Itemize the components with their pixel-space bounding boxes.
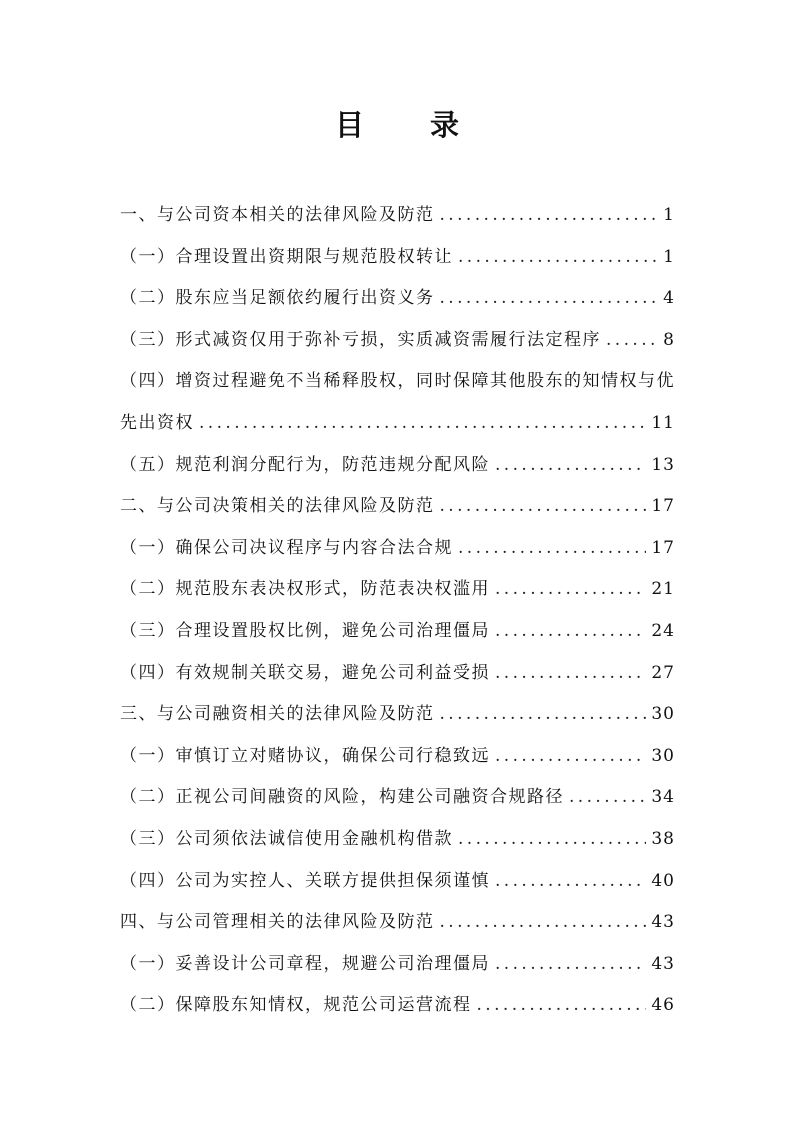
toc-entry[interactable] [120,736,675,778]
dot-leader [440,902,647,944]
dot-leader [495,611,646,653]
dot-leader [606,320,656,362]
toc-entry-page: 30 [651,704,675,725]
toc-entry-page: 24 [651,620,675,641]
toc-entry[interactable] [120,278,675,320]
dot-leader [458,237,656,279]
toc-entry[interactable] [120,403,675,445]
page-title: 目 录 [334,108,488,142]
dot-leader [440,486,647,528]
dot-leader [440,195,657,237]
dot-leader [458,819,646,861]
toc-entry-page: 11 [651,412,675,433]
dot-leader [440,694,647,736]
dot-leader [495,736,646,778]
toc-entry[interactable] [120,777,675,819]
toc-entry-page: 4 [663,288,675,309]
dot-leader [495,653,646,695]
toc-entry[interactable] [120,944,675,986]
dot-leader [569,777,646,819]
toc-entry-page: 38 [651,828,675,849]
dot-leader [495,944,646,986]
toc-entry-page: 8 [663,329,675,350]
toc-entry-text: （三）形式减资仅用于弥补亏损，实质减资需履行法定程序 [120,329,601,350]
toc-entry-text: 三、与公司融资相关的法律风险及防范 [120,704,435,725]
toc-entry-page: 17 [651,496,675,517]
toc-entry[interactable] [120,320,675,362]
toc-entry-text: 先出资权 [120,412,194,433]
toc-entry-text: 一、与公司资本相关的法律风险及防范 [120,205,435,225]
toc-entry[interactable] [120,445,675,487]
toc-entry-page: 43 [651,953,675,974]
toc-entry-text: （二）股东应当足额依约履行出资义务 [120,288,435,309]
table-of-contents [120,195,675,1027]
toc-entry-page: 1 [663,246,675,267]
toc-entry-text: （一）确保公司决议程序与内容合法合规 [120,537,453,558]
toc-entry-text: （四）有效规制关联交易，避免公司利益受损 [120,662,490,683]
toc-entry[interactable] [120,237,675,279]
toc-entry-text: （三）合理设置股权比例，避免公司治理僵局 [120,620,490,641]
toc-entry-page: 1 [663,205,675,225]
toc-entry-text: （二）规范股东表决权形式，防范表决权滥用 [120,579,490,600]
toc-entry-text: （三）公司须依法诚信使用金融机构借款 [120,828,453,849]
toc-entry[interactable] [120,861,675,903]
toc-entry-text: 四、与公司管理相关的法律风险及防范 [120,912,435,933]
dot-leader [477,985,647,1027]
toc-entry-text: 二、与公司决策相关的法律风险及防范 [120,496,435,517]
toc-entry-page: 27 [651,662,675,683]
toc-entry-page: 30 [651,745,675,766]
toc-entry-text: （二）保障股东知情权，规范公司运营流程 [120,995,472,1016]
toc-entry-text: （五）规范利润分配行为，防范违规分配风险 [120,454,490,475]
toc-entry-page: 46 [651,995,675,1016]
toc-entry-text: （一）审慎订立对赌协议，确保公司行稳致远 [120,745,490,766]
toc-entry-text: （一）合理设置出资期限与规范股权转让 [120,246,453,267]
toc-entry[interactable] [120,611,675,653]
toc-entry-text-line1[interactable]: （四）增资过程避免不当稀释股权，同时保障其他股东的知情权与优 [120,371,675,392]
toc-entry[interactable] [120,486,675,528]
toc-entry-text: （四）公司为实控人、关联方提供担保须谨慎 [120,870,490,891]
dot-leader [495,861,646,903]
dot-leader [199,403,646,445]
toc-entry-text: （一）妥善设计公司章程，规避公司治理僵局 [120,953,490,974]
toc-entry[interactable] [120,902,675,944]
toc-entry[interactable] [120,195,675,237]
toc-entry[interactable] [120,694,675,736]
toc-entry[interactable] [120,569,675,611]
dot-leader [495,569,646,611]
dot-leader [495,445,646,487]
toc-entry[interactable] [120,528,675,570]
toc-entry-page: 17 [651,537,675,558]
toc-entry[interactable] [120,653,675,695]
toc-entry-page: 40 [651,870,675,891]
toc-entry-page: 21 [651,579,675,600]
toc-entry-page: 13 [651,454,675,475]
toc-entry[interactable] [120,819,675,861]
toc-entry-page: 34 [651,787,675,808]
toc-entry-text: （二）正视公司间融资的风险，构建公司融资合规路径 [120,787,564,808]
dot-leader [440,278,657,320]
dot-leader [458,528,646,570]
toc-entry-page: 43 [651,912,675,933]
toc-entry[interactable] [120,985,675,1027]
